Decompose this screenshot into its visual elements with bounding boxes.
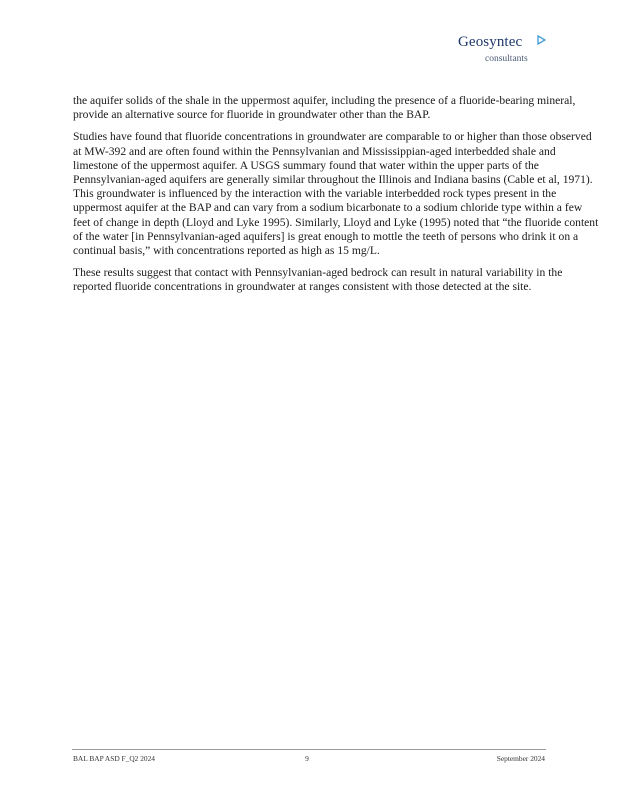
company-logo <box>458 34 568 68</box>
logo-name: Geosyntec <box>458 34 523 50</box>
logo-subtitle: consultants <box>485 54 528 64</box>
footer-date: September 2024 <box>496 754 545 763</box>
paragraph-1: the aquifer solids of the shale in the uppermost aquifer, including the presence of a fluoride-bearing mineral, provide an alternative source for fluoride in groundwater other than the BAP. <box>73 94 576 122</box>
footer-page-number: 9 <box>305 754 309 763</box>
document-body <box>73 94 601 303</box>
paragraph-2: Studies have found that fluoride concentrations in groundwater are comparable to or higher than those observed at MW-392 and are often found within the Pennsylvanian and Mississippian-aged interbedded shale and limestone of the uppermost aquifer. A USGS summary found that water within the upper parts of the Pennsylvanian-aged aquifers are generally similar throughout the Illinois and Indiana basins (Cable et al, 1971). This groundwater is influenced by the interaction with the variable interbedded rock types present in the uppermost aquifer at the BAP and can vary from a sodium bicarbonate to a sodium chloride type within a few feet of change in depth (Lloyd and Lyke 1995). Similarly, Lloyd and Lyke (1995) noted that “the fluoride content of the water [in Pennsylvanian-aged aquifers] is great enough to mottle the teeth of persons who drink it on a continual basis,” with concentrations reported as high as 15 mg/L. <box>73 130 599 258</box>
footer-divider <box>72 749 546 750</box>
footer-doc-id: BAL BAP ASD F_Q2 2024 <box>73 754 155 763</box>
logo-arrow-icon <box>537 35 546 45</box>
paragraph-3: These results suggest that contact with Pennsylvanian-aged bedrock can result in natural variability in the reported fluoride concentrations in groundwater at ranges consistent with those detected at the site. <box>73 266 563 294</box>
